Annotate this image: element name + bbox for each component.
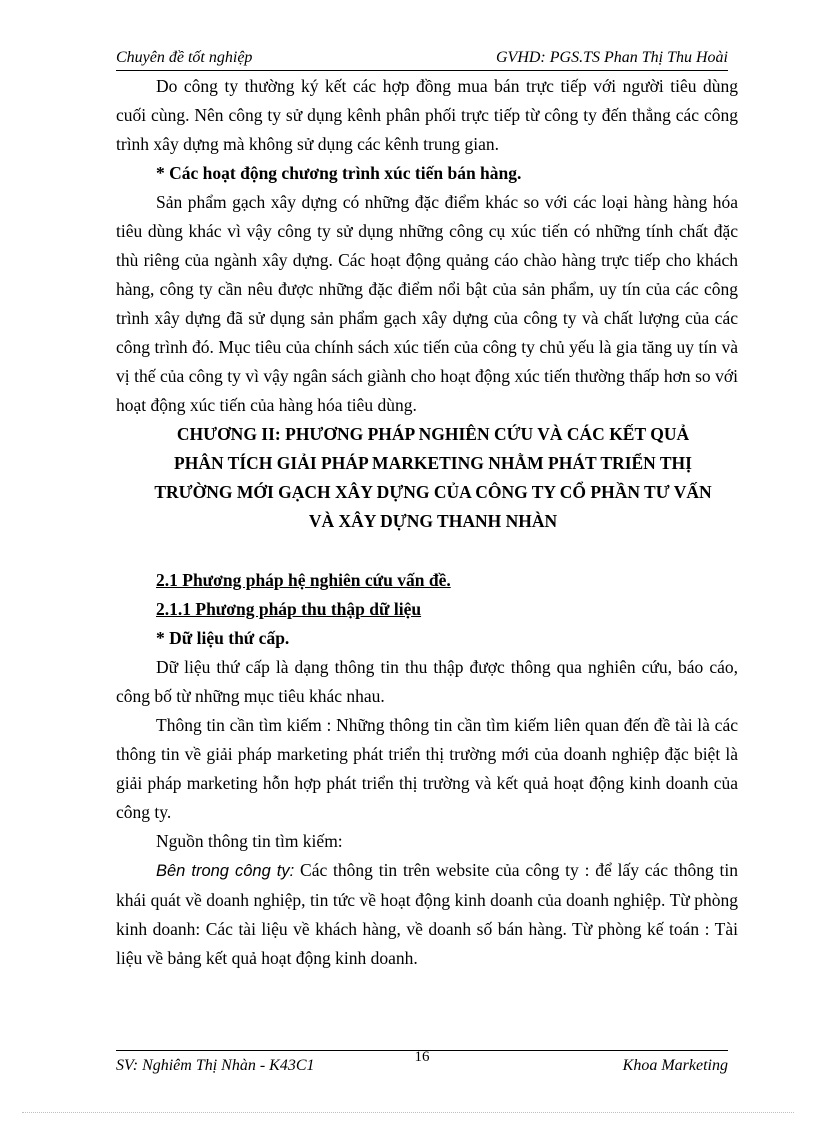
header-thesis-label: Chuyên đề tốt nghiệp [116,49,253,66]
internal-sources-text: Các thông tin trên website của công ty : để lấy các thông tin khái quát về doanh nghiệp, tin tức về hoạt động kinh doanh của doanh nghiệp. Từ phòng kinh doanh: Các tài liệu về khách hàng, về doanh số bán hàng. Từ phòng kế toán : Tài liệu về bảng kết quả hoạt động kinh doanh. [116,860,738,968]
heading-promotion: * Các hoạt động chương trình xúc tiến bán hàng. [156,163,522,183]
paragraph-distribution: Do công ty thường ký kết các hợp đồng mua bán trực tiếp với người tiêu dùng cuối cùng. Nên công ty sử dụng kênh phân phối trực tiếp từ công ty đến thẳng các công trình xây dựng mà không sử dụng các kênh trung gian. [116,76,738,154]
heading-secondary-data: * Dữ liệu thứ cấp. [156,628,290,648]
paragraph-info-sources: Nguồn thông tin tìm kiếm: [156,831,343,851]
page-content [116,72,738,973]
chapter-title-line: VÀ XÂY DỰNG THANH NHÀN [308,511,558,531]
page-footer [116,1050,728,1079]
paragraph-secondary-data: Dữ liệu thứ cấp là dạng thông tin thu thập được thông qua nghiên cứu, báo cáo, công bố từ những mục tiêu khác nhau. [116,657,738,706]
chapter-title-line: PHÂN TÍCH GIẢI PHÁP MARKETING NHẰM PHÁT TRIỂN THỊ [174,453,692,473]
page-header [116,46,728,71]
spacer [116,536,738,566]
chapter-title-line: TRƯỜNG MỚI GẠCH XÂY DỰNG CỦA CÔNG TY CỔ PHẦN TƯ VẤN [154,482,712,502]
page-number: 16 [414,1049,430,1065]
chapter-title-line: CHƯƠNG II: PHƯƠNG PHÁP NGHIÊN CỨU VÀ CÁC KẾT QUẢ [176,424,690,444]
internal-sources-lead: Bên trong công ty: [156,862,295,880]
header-advisor: GVHD: PGS.TS Phan Thị Thu Hoài [495,49,728,66]
chapter-title [116,420,738,536]
footer-department: Khoa Marketing [622,1057,728,1074]
section-heading-2-1: 2.1 Phương pháp hệ nghiên cứu vấn đề. [156,570,451,590]
paragraph-info-needed: Thông tin cần tìm kiếm : Những thông tin cần tìm kiếm liên quan đến đề tài là các thông tin về giải pháp marketing phát triển thị trường mới của doanh nghiệp đặc biệt là giải pháp marketing hỗn hợp phát triển thị trường và kết quả hoạt động kinh doanh của công ty. [116,715,738,822]
paragraph-internal-sources [116,856,738,973]
page-bottom-rule [22,1112,794,1113]
paragraph-promotion: Sản phẩm gạch xây dựng có những đặc điểm khác so với các loại hàng hàng hóa tiêu dùng khác vì vậy công ty sử dụng những công cụ xúc tiến có những tính chất đặc thù riêng của ngành xây dựng. Các hoạt động quảng cáo chào hàng trực tiếp cho khách hàng, công ty cần nêu được những đặc điểm nổi bật của sản phẩm, uy tín của các công trình xây dựng đã sử dụng sản phẩm gạch xây dựng của công ty và chất lượng của các công trình đó. Mục tiêu của chính sách xúc tiến của công ty chủ yếu là gia tăng uy tín và vị thế của công ty vì vậy ngân sách giành cho hoạt động xúc tiến thường thấp hơn so với hoạt động xúc tiến của hàng hóa tiêu dùng. [116,192,738,415]
section-heading-2-1-1: 2.1.1 Phương pháp thu thập dữ liệu [156,599,422,619]
footer-student: SV: Nghiêm Thị Nhàn - K43C1 [116,1057,315,1074]
